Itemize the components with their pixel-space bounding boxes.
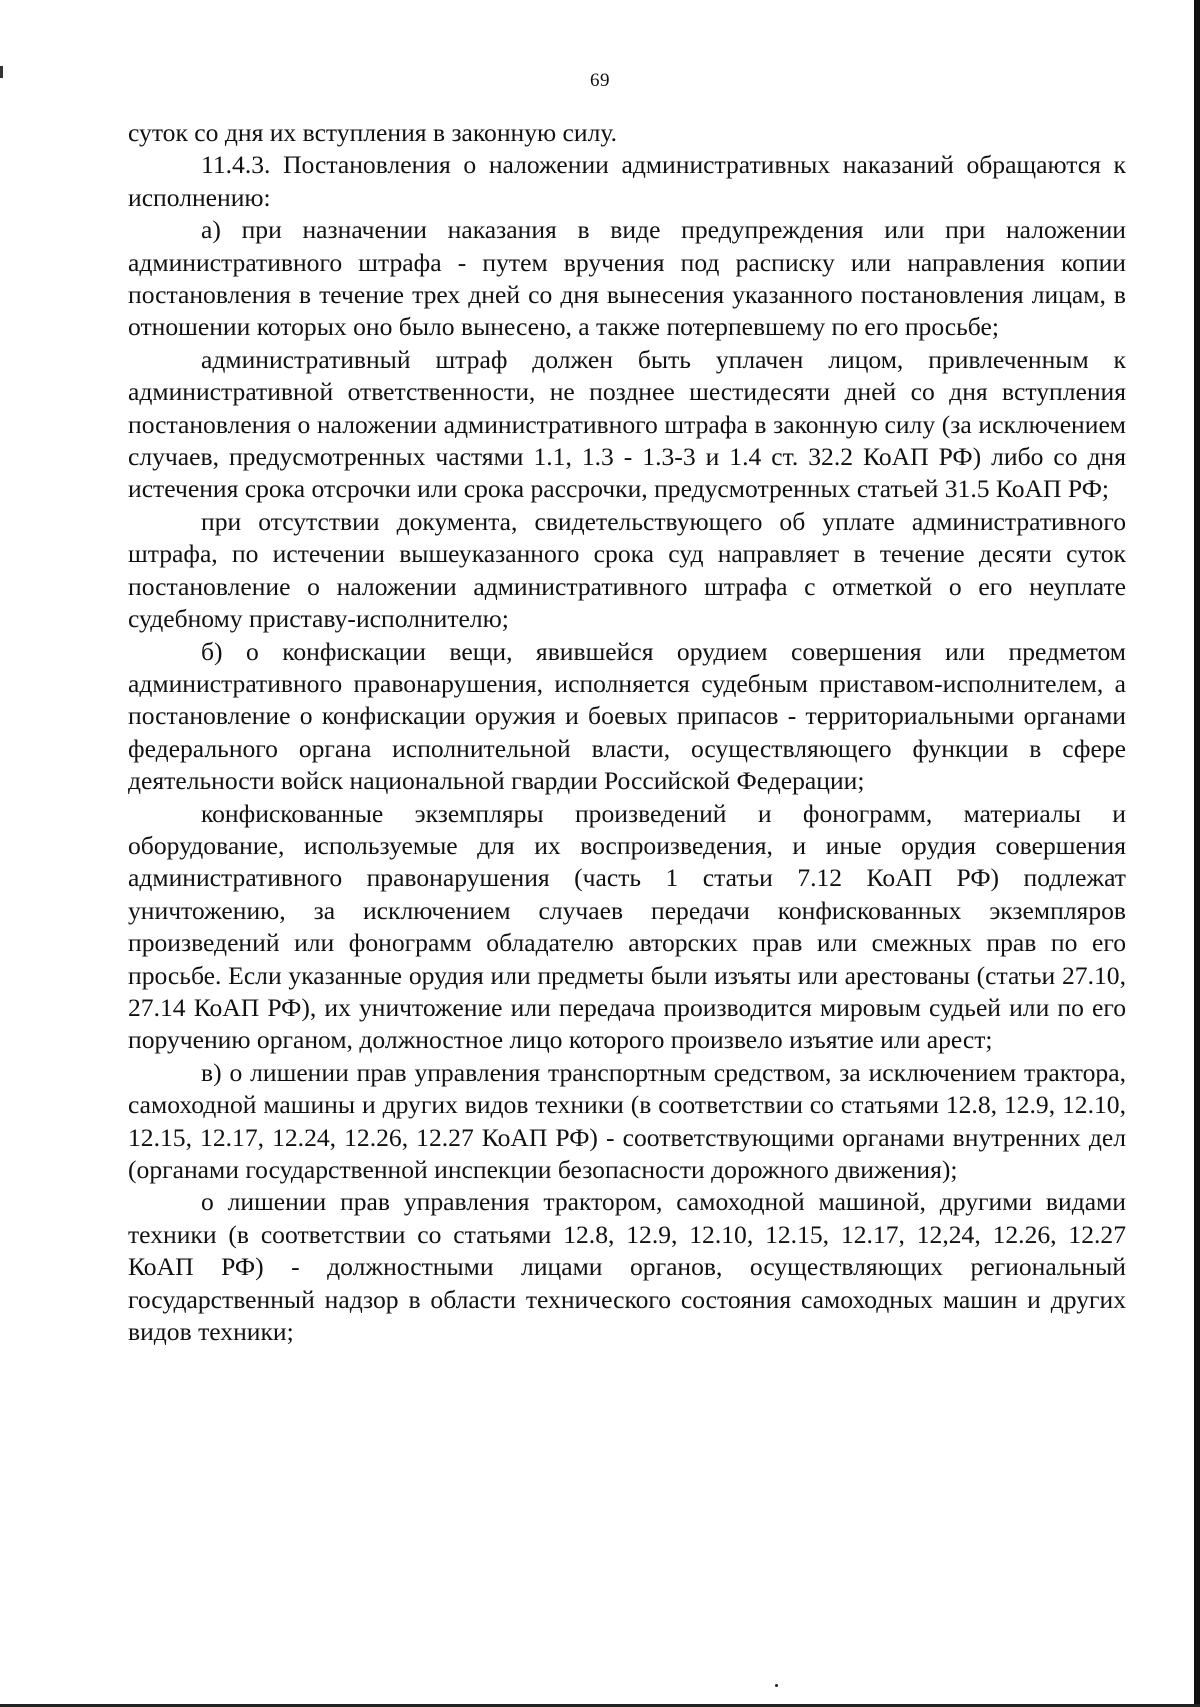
paragraph-item-b: б) о конфискации вещи, явившейся орудием совершения или предметом административного правонарушения, исполняется судебным приставом-исполнителем, а постановление о конфискации оружия и боевых припасов - территориальными органами федерального органа исполнительной власти, осуществляющего функции в сфере деятельности войск национальной гвардии Российской Федерации; xyxy=(128,636,1126,796)
paragraph-tractor-rights: о лишении прав управления трактором, самоходной машиной, другими видами техники (в соответствии со статьями 12.8, 12.9, 12.10, 12.15, 12.17, 12,24, 12.26, 12.27 КоАП РФ) - должностными лицами органов, осуществляющих региональный государственный надзор в области технического состояния самоходных машин и других видов техники; xyxy=(128,1187,1126,1347)
paragraph-item-a: а) при назначении наказания в виде предупреждения или при наложении административного штрафа - путем вручения под расписку или направления копии постановления в течение трех дней со дня вынесения указанного постановления лицам, в отношении которых оно было вынесено, а также потерпевшему по его просьбе; xyxy=(128,215,1126,342)
scan-border-right xyxy=(1194,0,1200,1707)
scan-speck xyxy=(775,1684,778,1687)
document-body xyxy=(128,117,1126,1348)
paragraph-item-v: в) о лишении прав управления транспортным средством, за исключением трактора, самоходной машины и других видов техники (в соответствии со статьями 12.8, 12.9, 12.10, 12.15, 12.17, 12.24, 12.26, 12.27 КоАП РФ) - соответствующими органами внутренних дел (органами государственной инспекции безопасности дорожного движения); xyxy=(128,1057,1126,1184)
paragraph-confiscated-copies: конфискованные экземпляры произведений и фонограмм, материалы и оборудование, используемые для их воспроизведения, и иные орудия совершения административного правонарушения (часть 1 статьи 7.12 КоАП РФ) подлежат уничтожению, за исключением случаев передачи конфискованных экземпляров произведений или фонограмм обладателю авторских прав или смежных прав по его просьбе. Если указанные орудия или предметы были изъяты или арестованы (статьи 27.10, 27.14 КоАП РФ), их уничтожение или передача производится мировым судьей или по его поручению органом, должностное лицо которого произвело изъятие или арест; xyxy=(128,798,1126,1055)
paragraph-continuation: суток со дня их вступления в законную силу. xyxy=(128,118,618,147)
paragraph-missing-document: при отсутствии документа, свидетельствующего об уплате административного штрафа, по истечении вышеуказанного срока суд направляет в течение десяти суток постановление о наложении административного штрафа с отметкой о его неуплате судебному приставу-исполнителю; xyxy=(128,506,1126,634)
page-number: 69 xyxy=(590,70,610,91)
paragraph-11-4-3: 11.4.3. Постановления о наложении административных наказаний обращаются к исполнению: xyxy=(128,150,1126,212)
paragraph-fine-payment: административный штраф должен быть уплачен лицом, привлеченным к административной ответственности, не позднее шестидесяти дней со дня вступления постановления о наложении административного штрафа в законную силу (за исключением случаев, предусмотренных частями 1.1, 1.3 - 1.3-3 и 1.4 ст. 32.2 КоАП РФ) либо со дня истечения срока отсрочки или срока рассрочки, предусмотренных статьей 31.5 КоАП РФ; xyxy=(128,344,1126,504)
